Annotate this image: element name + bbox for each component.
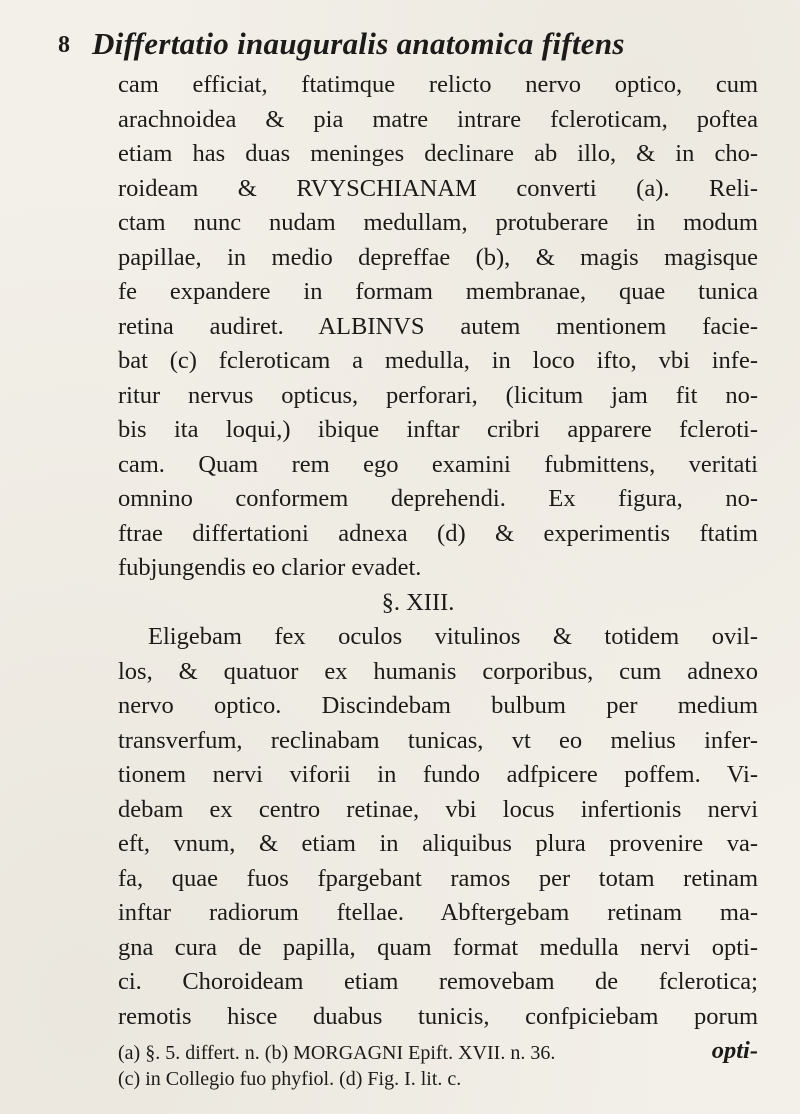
body-line: los, & quatuor ex humanis corporibus, cum adnexo [118,657,758,685]
running-head: Differtatio inauguralis anatomica fiftens [92,26,625,61]
body-line: ci. Choroideam etiam removebam de fclerotica; [118,968,758,995]
body-line: retina audiret. ALBINVS autem mentionem facie- [118,312,758,340]
body-line: roideam & RVYSCHIANAM converti (a). Reli- [118,174,758,202]
body-line: Eligebam fex oculos vitulinos & totidem ovil- [148,623,758,650]
body-line: tionem nervi viforii in fundo adfpicere poffem. Vi- [118,761,758,788]
body-line: omnino conformem deprehendi. Ex figura, no- [118,485,758,512]
body-line: fe expandere in formam membranae, quae tunica [118,278,758,305]
body-line: inftar radiorum ftellae. Abftergebam retinam ma- [118,899,758,926]
body-line: remotis hisce duabus tunicis, confpiciebam porum [118,1002,758,1030]
footnote-line: (a) §. 5. differt. n. (b) MORGAGNI Epift. XVII. n. 36. [118,1042,556,1064]
page-number: 8 [58,32,70,58]
body-text [118,68,758,1069]
body-line: bat (c) fcleroticam a medulla, in loco ifto, vbi infe- [118,347,758,374]
body-line: ftrae differtationi adnexa (d) & experimentis ftatim [118,519,758,547]
body-line: transverfum, reclinabam tunicas, vt eo melius infer- [118,726,758,754]
body-line: eft, vnum, & etiam in aliquibus plura provenire va- [118,830,758,857]
body-line: fubjungendis eo clarior evadet. [118,554,422,581]
body-line: ctam nunc nudam medullam, protuberare in modum [118,209,758,236]
body-line: etiam has duas meninges declinare ab illo, & in cho- [118,140,758,167]
body-line: bis ita loqui,) ibique inftar cribri apparere fcleroti- [118,416,758,443]
footnotes [118,1040,758,1092]
body-line: fa, quae fuos fpargebant ramos per totam retinam [118,864,758,892]
body-line: ritur nervus opticus, perforari, (licitum jam fit no- [118,381,758,409]
body-line: gna cura de papilla, quam format medulla nervi opti- [118,933,758,961]
body-line: cam. Quam rem ego examini fubmittens, veritati [118,450,758,478]
footnote-line: (c) in Collegio fuo phyfiol. (d) Fig. I. lit. c. [118,1068,462,1090]
body-line: debam ex centro retinae, vbi locus infertionis nervi [118,795,758,823]
catchword: opti- [711,1037,758,1064]
section-heading: §. XIII. [381,588,455,616]
body-line: nervo optico. Discindebam bulbum per medium [118,692,758,719]
body-line: arachnoidea & pia matre intrare fcleroticam, poftea [118,105,758,133]
body-line: cam efficiat, ftatimque relicto nervo optico, cum [118,71,758,98]
body-line: papillae, in medio depreffae (b), & magis magisque [118,243,758,271]
page-header [44,12,764,61]
